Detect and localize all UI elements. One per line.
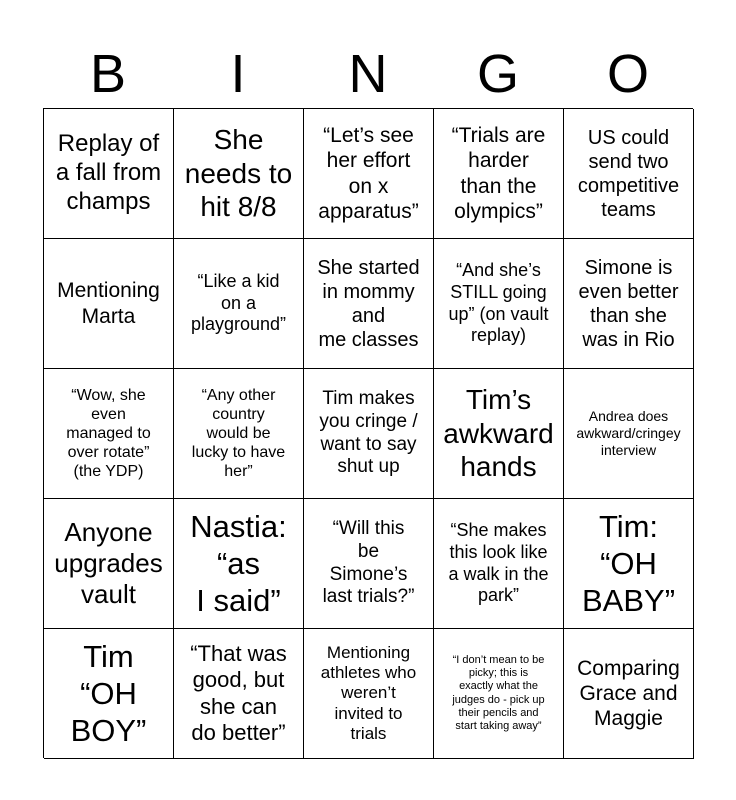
- bingo-cell[interactable]: [174, 369, 304, 499]
- bingo-cell[interactable]: [44, 239, 174, 369]
- bingo-cell[interactable]: [434, 499, 564, 629]
- bingo-cell[interactable]: [434, 629, 564, 759]
- bingo-cell-text: “Like a kid on a playground”: [190, 271, 287, 335]
- bingo-cell-text: “Trials are harder than the olympics”: [451, 124, 546, 223]
- bingo-cell[interactable]: [304, 629, 434, 759]
- bingo-cell[interactable]: [434, 109, 564, 239]
- bingo-cell-text: Comparing Grace and Maggie: [577, 656, 680, 731]
- header-letter-g: G: [476, 44, 519, 104]
- bingo-cell[interactable]: [174, 629, 304, 759]
- header-letter-o: O: [606, 44, 649, 104]
- bingo-cell[interactable]: [44, 629, 174, 759]
- bingo-cell-text: Tim: “OH BABY”: [581, 508, 676, 619]
- bingo-cell[interactable]: [304, 109, 434, 239]
- bingo-cell-text: “Let’s see her effort on x apparatus”: [318, 124, 419, 223]
- bingo-cell-text: “She makes this look like a walk in the park”: [448, 520, 549, 606]
- bingo-cell-text: Nastia: “as I said”: [190, 508, 287, 619]
- bingo-cell[interactable]: [44, 109, 174, 239]
- bingo-cell-text: Tim “OH BOY”: [70, 638, 147, 749]
- bingo-cell-text: “Any other country would be lucky to have her”: [191, 386, 286, 481]
- bingo-cell-text: Tim makes you cringe / want to say shut up: [319, 387, 418, 478]
- bingo-cell-text: Simone is even better than she was in Rio: [578, 256, 679, 351]
- bingo-cell-text: “Wow, she even managed to over rotate” (the YDP): [66, 386, 151, 481]
- bingo-cell[interactable]: [304, 499, 434, 629]
- bingo-cell[interactable]: [564, 239, 694, 369]
- bingo-cell[interactable]: [44, 499, 174, 629]
- bingo-cell[interactable]: [304, 369, 434, 499]
- bingo-cell-text: US could send two competitive teams: [577, 126, 680, 221]
- bingo-cell-text: Replay of a fall from champs: [55, 130, 162, 215]
- bingo-cell-text: Anyone upgrades vault: [54, 516, 163, 610]
- bingo-cell-text: She needs to hit 8/8: [184, 124, 293, 223]
- bingo-cell[interactable]: [564, 499, 694, 629]
- bingo-grid: [43, 108, 693, 758]
- bingo-cell[interactable]: [174, 109, 304, 239]
- bingo-cell-text: Andrea does awkward/cringey interview: [576, 408, 681, 458]
- bingo-cell[interactable]: [174, 239, 304, 369]
- bingo-cell-text: “That was good, but she can do better”: [190, 640, 287, 745]
- bingo-header: [43, 40, 693, 108]
- bingo-cell-text: Tim’s awkward hands: [443, 384, 554, 483]
- header-letter-n: N: [348, 44, 388, 104]
- bingo-cell[interactable]: [434, 369, 564, 499]
- bingo-cell[interactable]: [564, 109, 694, 239]
- bingo-cell[interactable]: [174, 499, 304, 629]
- bingo-cell-text: “Will this be Simone’s last trials?”: [322, 517, 415, 608]
- bingo-cell[interactable]: [564, 629, 694, 759]
- bingo-cell-text: “I don’t mean to be picky; this is exactly what the judges do - pick up their pencils and start taking away”: [452, 653, 545, 732]
- bingo-cell[interactable]: [564, 369, 694, 499]
- bingo-cell[interactable]: [304, 239, 434, 369]
- bingo-cell-text: “And she’s STILL going up” (on vault replay): [448, 260, 549, 346]
- header-letter-i: I: [230, 44, 246, 104]
- bingo-cell-text: Mentioning athletes who weren’t invited to trials: [320, 642, 417, 744]
- bingo-cell[interactable]: [44, 369, 174, 499]
- bingo-cell[interactable]: [434, 239, 564, 369]
- bingo-cell-text: She started in mommy and me classes: [317, 256, 420, 351]
- bingo-cell-text: Mentioning Marta: [57, 279, 160, 328]
- header-letter-b: B: [89, 44, 127, 104]
